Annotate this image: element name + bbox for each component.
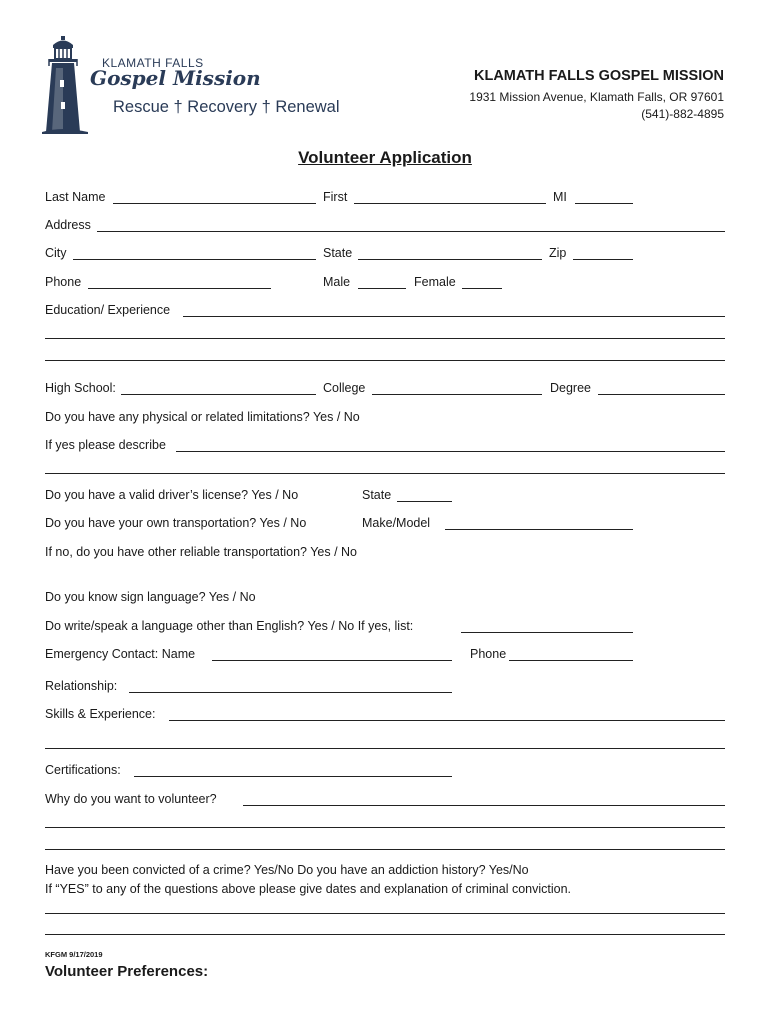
volunteer-preferences-heading: Volunteer Preferences:	[45, 963, 209, 980]
explanation-line-1[interactable]	[45, 913, 725, 914]
form-code: KFGM 9/17/2019	[45, 950, 103, 959]
lighthouse-logo-icon	[42, 36, 90, 134]
skills-field[interactable]	[169, 720, 725, 721]
license-question: Do you have a valid driver’s license? Yes / No	[45, 488, 299, 502]
last-name-label: Last Name	[45, 190, 106, 204]
crime-addiction-question: Have you been convicted of a crime? Yes/No Do you have an addiction history? Yes/No	[45, 863, 529, 877]
certifications-label: Certifications:	[45, 763, 121, 777]
education-field[interactable]	[183, 316, 725, 317]
education-label: Education/ Experience	[45, 303, 171, 317]
transportation-question: Do you have your own transportation? Yes / No	[45, 516, 307, 530]
degree-label: Degree	[550, 381, 591, 395]
female-field[interactable]	[462, 288, 502, 289]
why-volunteer-line-2[interactable]	[45, 827, 725, 828]
license-state-label: State	[362, 488, 392, 502]
phone-field[interactable]	[88, 288, 271, 289]
org-address: 1931 Mission Avenue, Klamath Falls, OR 97601	[469, 90, 724, 104]
why-volunteer-label: Why do you want to volunteer?	[45, 792, 217, 806]
license-state-field[interactable]	[397, 501, 452, 502]
skills-label: Skills & Experience:	[45, 707, 156, 721]
last-name-field[interactable]	[113, 203, 316, 204]
education-line-3[interactable]	[45, 360, 725, 361]
degree-field[interactable]	[598, 394, 725, 395]
college-field[interactable]	[372, 394, 542, 395]
first-name-label: First	[323, 190, 348, 204]
logo-tagline: Rescue † Recovery † Renewal	[113, 98, 340, 116]
college-label: College	[323, 381, 366, 395]
first-name-field[interactable]	[354, 203, 546, 204]
limitations-question: Do you have any physical or related limitations? Yes / No	[45, 410, 360, 424]
address-label: Address	[45, 218, 91, 232]
logo-text-script: Gospel Mission	[90, 66, 261, 90]
phone-label: Phone	[45, 275, 82, 289]
page-title: Volunteer Application	[298, 148, 472, 167]
skills-line-2[interactable]	[45, 748, 725, 749]
emergency-phone-label: Phone	[470, 647, 507, 661]
address-field[interactable]	[97, 231, 725, 232]
emergency-name-label: Emergency Contact: Name	[45, 647, 196, 661]
logo-text-top: KLAMATH FALLS	[102, 56, 204, 70]
middle-initial-field[interactable]	[575, 203, 633, 204]
why-volunteer-line-3[interactable]	[45, 849, 725, 850]
male-label: Male	[323, 275, 351, 289]
other-language-question: Do write/speak a language other than English? Yes / No If yes, list:	[45, 619, 414, 633]
high-school-field[interactable]	[121, 394, 316, 395]
language-list-field[interactable]	[461, 632, 633, 633]
org-phone: (541)-882-4895	[641, 107, 724, 121]
why-volunteer-field[interactable]	[243, 805, 725, 806]
middle-initial-label: MI	[553, 190, 567, 204]
sign-language-question: Do you know sign language? Yes / No	[45, 590, 256, 604]
state-label: State	[323, 246, 353, 260]
org-name: KLAMATH FALLS GOSPEL MISSION	[474, 68, 724, 84]
make-model-field[interactable]	[445, 529, 633, 530]
city-label: City	[45, 246, 67, 260]
explanation-instructions: If “YES” to any of the questions above please give dates and explanation of criminal conviction.	[45, 882, 572, 896]
emergency-phone-field[interactable]	[509, 660, 633, 661]
zip-label: Zip	[549, 246, 567, 260]
other-transport-question: If no, do you have other reliable transportation? Yes / No	[45, 545, 358, 559]
education-line-2[interactable]	[45, 338, 725, 339]
high-school-label: High School:	[45, 381, 116, 395]
describe-field[interactable]	[176, 451, 725, 452]
state-field[interactable]	[358, 259, 542, 260]
describe-line-2[interactable]	[45, 473, 725, 474]
explanation-line-2[interactable]	[45, 934, 725, 935]
make-model-label: Make/Model	[362, 516, 431, 530]
zip-field[interactable]	[573, 259, 633, 260]
relationship-field[interactable]	[129, 692, 452, 693]
describe-label: If yes please describe	[45, 438, 166, 452]
certifications-field[interactable]	[134, 776, 452, 777]
female-label: Female	[414, 275, 456, 289]
male-field[interactable]	[358, 288, 406, 289]
city-field[interactable]	[73, 259, 316, 260]
emergency-name-field[interactable]	[212, 660, 452, 661]
relationship-label: Relationship:	[45, 679, 118, 693]
